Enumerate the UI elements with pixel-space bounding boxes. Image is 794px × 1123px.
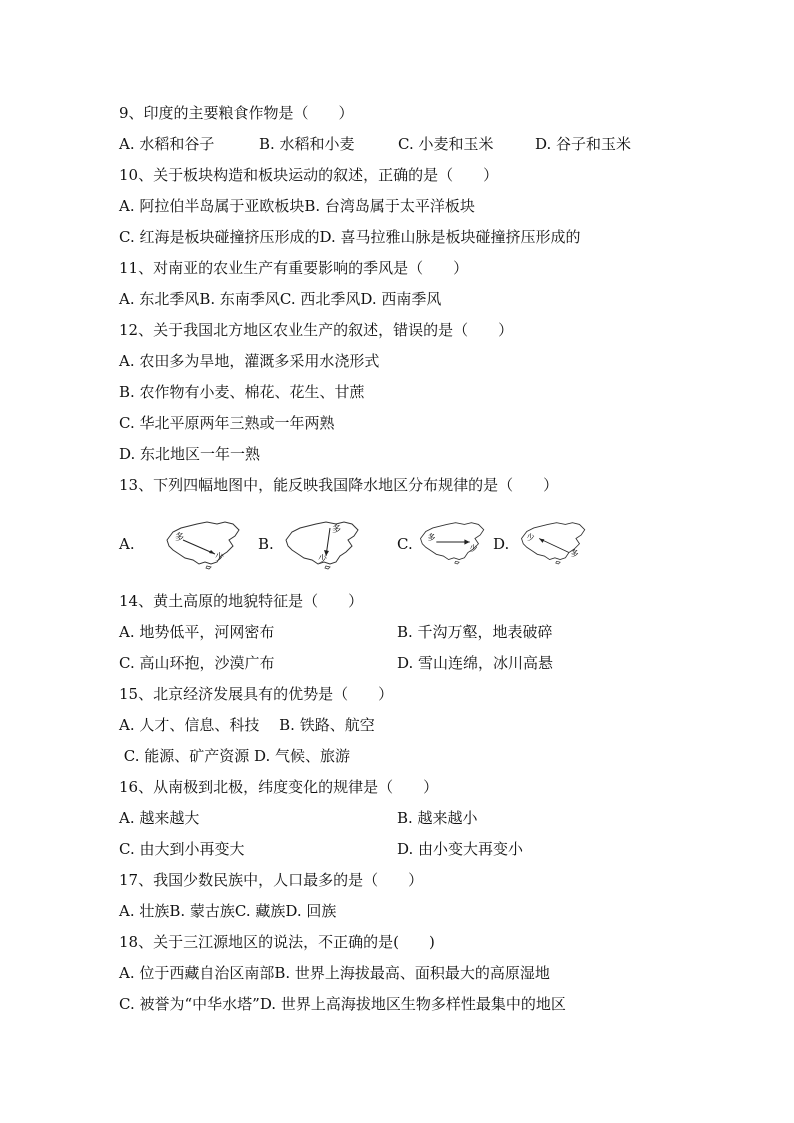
svg-text:多: 多 (570, 549, 579, 559)
q15-options-ab: A. 人才、信息、科技 B. 铁路、航空 (119, 716, 375, 734)
q9-option-d: D. 谷子和玉米 (535, 135, 632, 153)
q17-stem: 17、我国少数民族中，人口最多的是（ ） (119, 871, 424, 889)
q12-stem: 12、关于我国北方地区农业生产的叙述，错误的是（ ） (119, 321, 514, 339)
q18-options-cd: C. 被誉为“中华水塔”D. 世界上高海拔地区生物多样性最集中的地区 (119, 995, 566, 1013)
q12-option-c: C. 华北平原两年三熟或一年两熟 (119, 414, 335, 432)
q14-option-c: C. 高山环抱，沙漠广布 (119, 654, 275, 672)
q13-map-b (282, 518, 364, 570)
q10-options-ab: A. 阿拉伯半岛属于亚欧板块B. 台湾岛属于太平洋板块 (119, 197, 475, 215)
q13-option-c-label: C. (397, 535, 413, 553)
svg-text:多: 多 (427, 533, 436, 543)
q13-option-b-label: B. (258, 535, 274, 553)
q12-option-d: D. 东北地区一年一熟 (119, 445, 261, 463)
svg-text:多: 多 (332, 525, 342, 535)
q12-option-a: A. 农田多为旱地，灌溉多采用水浇形式 (119, 352, 380, 370)
q13-option-a-label: A. (119, 535, 135, 553)
q10-options-cd: C. 红海是板块碰撞挤压形成的D. 喜马拉雅山脉是板块碰撞挤压形成的 (119, 228, 581, 246)
q16-option-c: C. 由大到小再变大 (119, 840, 245, 858)
q13-map-c (417, 516, 489, 568)
q16-option-a: A. 越来越大 (119, 809, 200, 827)
q14-option-b: B. 千沟万壑，地表破碎 (397, 623, 553, 641)
svg-text:多: 多 (175, 533, 185, 543)
q16-option-b: B. 越来越小 (397, 809, 478, 827)
q11-options: A. 东北季风B. 东南季风C. 西北季风D. 西南季风 (119, 290, 442, 308)
q13-map-d (518, 516, 590, 568)
svg-text:少: 少 (469, 543, 478, 553)
q14-option-a: A. 地势低平，河网密布 (119, 623, 275, 641)
svg-text:少: 少 (318, 555, 328, 565)
svg-text:少: 少 (526, 533, 535, 543)
q12-option-b: B. 农作物有小麦、棉花、花生、甘蔗 (119, 383, 365, 401)
q18-stem: 18、关于三江源地区的说法，不正确的是( ) (119, 933, 435, 951)
q18-options-ab: A. 位于西藏自治区南部B. 世界上海拔最高、面积最大的高原湿地 (119, 964, 550, 982)
q16-option-d: D. 由小变大再变小 (397, 840, 524, 858)
q13-stem: 13、下列四幅地图中，能反映我国降水地区分布规律的是（ ） (119, 476, 559, 494)
q15-options-cd: C. 能源、矿产资源 D. 气候、旅游 (119, 747, 351, 765)
q11-stem: 11、对南亚的农业生产有重要影响的季风是（ ） (119, 259, 469, 277)
q16-stem: 16、从南极到北极，纬度变化的规律是（ ） (119, 778, 439, 796)
q13-option-d-label: D. (493, 535, 510, 553)
q9-stem: 9、印度的主要粮食作物是（ ） (119, 104, 354, 122)
q15-stem: 15、北京经济发展具有的优势是（ ） (119, 685, 394, 703)
q9-option-b: B. 水稻和小麦 (259, 135, 355, 153)
q10-stem: 10、关于板块构造和板块运动的叙述，正确的是（ ） (119, 166, 499, 184)
svg-text:少: 少 (215, 553, 225, 563)
q17-options: A. 壮族B. 蒙古族C. 藏族D. 回族 (119, 902, 337, 920)
q13-map-a (163, 518, 245, 570)
q14-stem: 14、黄土高原的地貌特征是（ ） (119, 592, 364, 610)
q9-option-c: C. 小麦和玉米 (398, 135, 494, 153)
q14-option-d: D. 雪山连绵，冰川高悬 (397, 654, 554, 672)
q9-option-a: A. 水稻和谷子 (119, 135, 215, 153)
